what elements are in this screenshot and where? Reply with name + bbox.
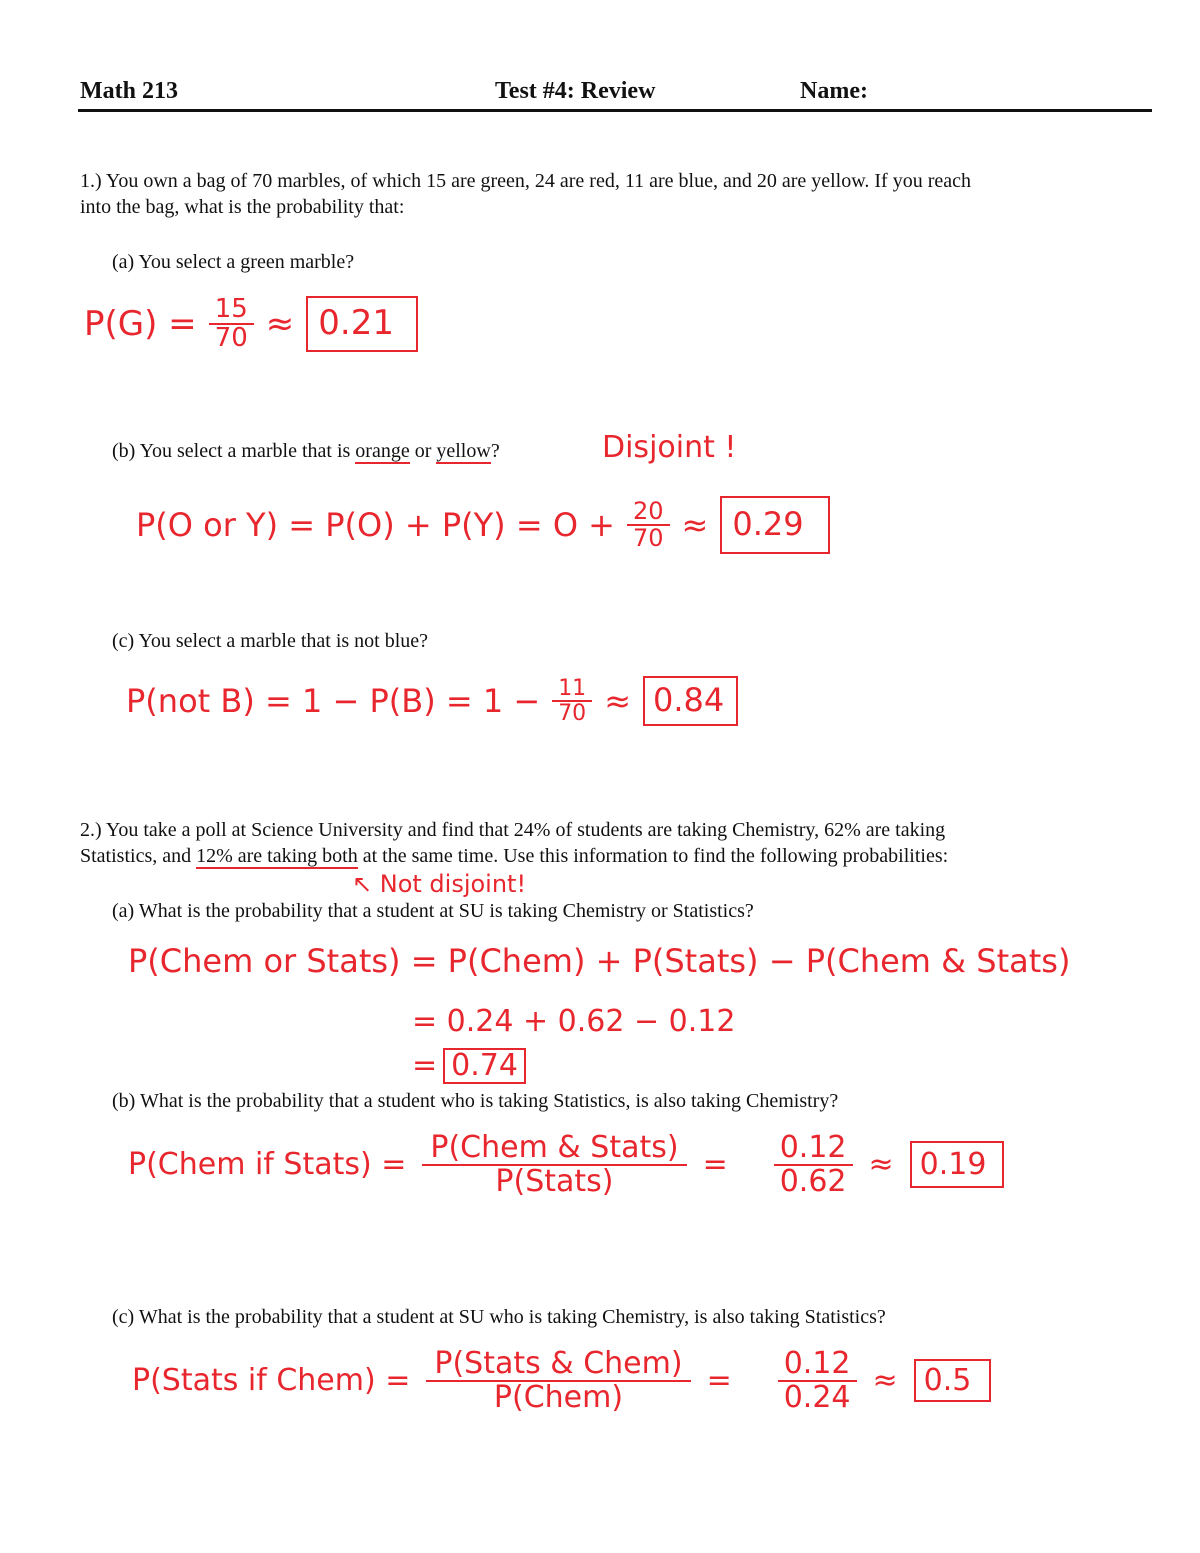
q2b-answer: 0.19 <box>910 1141 1005 1189</box>
q2b-num-symbolic: P(Chem & Stats) <box>422 1132 686 1166</box>
q2b-den-numeric: 0.62 <box>779 1163 847 1199</box>
q2-prompt-line2-pre: Statistics, and <box>80 845 197 867</box>
q2b-lhs: P(Chem if Stats) = <box>128 1147 407 1182</box>
q2b-num-numeric: 0.12 <box>774 1132 853 1166</box>
q2a-eq: = <box>412 1048 438 1084</box>
q1c-work <box>126 676 738 726</box>
q2c-eq: = <box>706 1363 732 1398</box>
q1b-approx: ≈ <box>681 505 709 544</box>
course-title: Math 213 <box>80 78 178 104</box>
q2c-approx: ≈ <box>872 1363 898 1398</box>
q2c-fraction-symbolic <box>426 1348 690 1413</box>
q1a-approx: ≈ <box>265 304 295 345</box>
q1c-fraction <box>552 677 592 725</box>
q1c-approx: ≈ <box>604 681 631 720</box>
q2c-answer: 0.5 <box>914 1359 992 1403</box>
q2c-num-symbolic: P(Stats & Chem) <box>426 1348 690 1382</box>
q1-prompt-line1: 1.) You own a bag of 70 marbles, of which 15 are green, 24 are red, 11 are blue, and 20 are yellow. If you reach <box>80 170 971 192</box>
q1b-work <box>136 496 830 554</box>
q2b-eq: = <box>702 1147 728 1182</box>
q2c-den-numeric: 0.24 <box>783 1379 851 1415</box>
q2b-work <box>128 1132 1004 1197</box>
q1b-question <box>112 440 500 463</box>
q1a-answer: 0.21 <box>306 296 418 352</box>
test-title: Test #4: Review <box>495 78 656 104</box>
q2-prompt-underlined: 12% are taking both <box>196 845 358 867</box>
q2b-question: (b) What is the probability that a student who is taking Statistics, is also taking Chemistry? <box>112 1090 839 1112</box>
q1b-question-post: ? <box>490 440 500 462</box>
q1a-question: (a) You select a green marble? <box>112 251 355 273</box>
q2c-question: (c) What is the probability that a student at SU who is taking Chemistry, is also taking Statistics? <box>112 1306 886 1328</box>
q1b-den: 70 <box>632 523 664 552</box>
q1a-lhs: P(G) = <box>84 304 197 345</box>
q1b-question-pre: (b) You select a marble that is <box>112 440 356 462</box>
q2b-approx: ≈ <box>868 1147 894 1182</box>
q2a-question: (a) What is the probability that a student at SU is taking Chemistry or Statistics? <box>112 900 754 922</box>
q2a-answer: 0.74 <box>443 1048 526 1084</box>
q2c-work <box>132 1348 991 1413</box>
q2c-fraction-numeric <box>778 1348 857 1413</box>
q1c-lhs: P(not B) = 1 − P(B) = 1 − <box>126 681 541 720</box>
q1c-num: 11 <box>552 677 592 702</box>
name-label: Name: <box>800 78 868 104</box>
q1b-word-orange: orange <box>355 440 410 462</box>
q2-note-not-disjoint: ↖ Not disjoint! <box>352 870 527 898</box>
q1b-answer: 0.29 <box>720 496 829 554</box>
q2c-lhs: P(Stats if Chem) = <box>132 1363 411 1398</box>
q2c-num-numeric: 0.12 <box>778 1348 857 1382</box>
q2a-result <box>412 1048 526 1084</box>
q2a-line2: = 0.24 + 0.62 − 0.12 <box>412 1004 736 1039</box>
q1b-note-disjoint: Disjoint ! <box>602 430 737 465</box>
q2b-fraction-symbolic <box>422 1132 686 1197</box>
q1a-num: 15 <box>209 296 254 325</box>
q2-prompt-line2-post: at the same time. Use this information to find the following probabilities: <box>357 845 949 867</box>
q1c-question: (c) You select a marble that is not blue? <box>112 630 429 652</box>
q2-prompt-line1: 2.) You take a poll at Science University and find that 24% of students are taking Chemistry, 62% are taking <box>80 819 946 841</box>
q1c-den: 70 <box>558 700 587 726</box>
q1b-question-mid: or <box>409 440 437 462</box>
q1-prompt-line2: into the bag, what is the probability that: <box>80 196 405 218</box>
q2a-line1: P(Chem or Stats) = P(Chem) + P(Stats) − P(Chem & Stats) <box>128 942 1071 980</box>
q2-prompt-line2 <box>80 845 948 868</box>
q2c-den-symbolic: P(Chem) <box>493 1379 624 1415</box>
q1b-word-yellow: yellow <box>436 440 491 462</box>
header-rule <box>78 109 1152 112</box>
q1b-lhs: P(O or Y) = P(O) + P(Y) = O + <box>136 505 615 544</box>
q1b-fraction <box>627 496 670 552</box>
q1a-fraction <box>209 296 254 353</box>
q2b-den-symbolic: P(Stats) <box>495 1163 614 1199</box>
q1c-answer: 0.84 <box>643 676 738 726</box>
q1b-num: 20 <box>627 499 670 526</box>
q1a-den: 70 <box>214 323 248 354</box>
q1a-work <box>84 296 418 353</box>
q2b-fraction-numeric <box>774 1132 853 1197</box>
